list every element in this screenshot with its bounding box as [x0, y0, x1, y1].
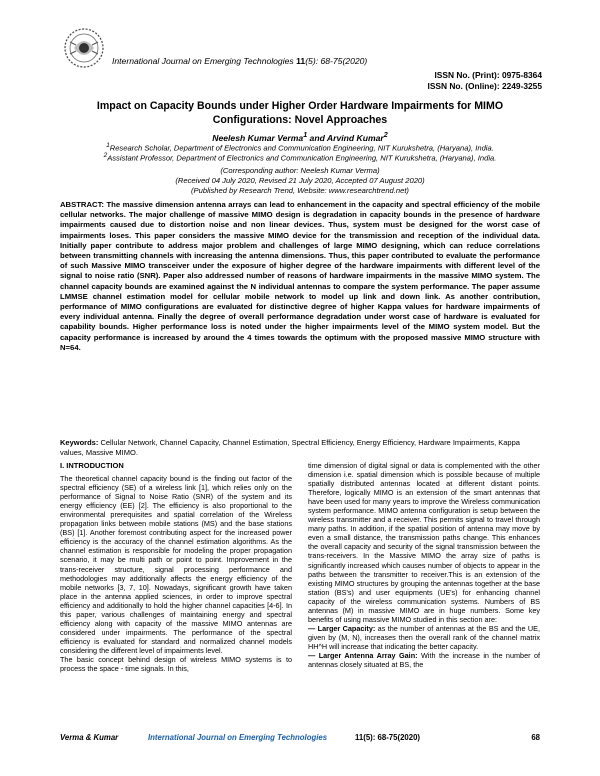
- affiliation-1-sup: 1: [106, 142, 110, 149]
- author-1: Neelesh Kumar Verma: [212, 132, 304, 143]
- journal-citation: [112, 56, 367, 66]
- published-by: (Published by Research Trend, Website: www.researchtrend.net): [191, 186, 409, 195]
- right-column: [308, 461, 540, 669]
- bullet-1-label: — Larger Capacity:: [308, 623, 376, 633]
- journal-pages: (5): 68-75(2020): [305, 56, 368, 66]
- paper-title: [60, 100, 540, 127]
- footer-volume: 11(5): 68-75(2020): [355, 733, 421, 742]
- affiliation-2-text: Assistant Professor, Department of Electronics and Communication Engineering, NIT Kurukshetra, (Haryana), India.: [107, 153, 497, 163]
- journal-issue: 11: [296, 56, 306, 66]
- left-column: [60, 461, 292, 673]
- abstract-label: ABSTRACT:: [60, 200, 104, 209]
- abstract: [60, 200, 540, 353]
- intro-paragraph-1: The theoretical channel capacity bound is the finding out factor of the spectral efficiency (SE) of a wireless link [1], which relies only on the performance of Signal to Noise Ratio (SNR) of the system and its energy efficiency (EE) [2]. The efficiency is also proportional to the environmental prerequisites and spatial correlation of the Wireless propagation links between mobile stations (MS) and the base stations (BS) [1]. Another foremost contributing aspect for the increased power efficiency is the accuracy of the channel estimation algorithms. As the channel estimation is responsible for modeling the proper propagation scenario, it may be multi path or point to point. Improvement in the trans-receiver structure, signal processing performance and methodologies may additionally affects the energy efficiency of the mobile networks [3, 7, 10]. Nowadays, significant growth have taken place in the antenna applied sciences, in order to improve spectral efficiency and additionally to hold the higher channel capacities [4-6]. In this paper, various challenges of maintaining energy and spectral efficiency along with capacity of the massive MIMO antennas are considered under impairments. The performance of the spectral efficiency is evaluated for standard and normalized channel models considering the different level of impairments level.: [60, 474, 292, 655]
- author-and: and: [307, 132, 327, 143]
- page-number: 68: [531, 733, 540, 742]
- intro-paragraph-3: time dimension of digital signal or data is complemented with the other dimension i.e. spatial dimension which is possible because of multiple spatially distributed antennas located at different distant points. Therefore, logically MIMO is an extension of the smart antennas that have been used for many years to improve the Wireless communication system performance. MIMO antenna configuration is setup between the wireless transmitter and a receiver. This permits signal to travel through many paths. In addition, if the spatial position of antenna may move by even a small distance, the transmission paths change. This enhances the overall capacity and security of the signal transmission between the trans-receivers. In the Massive MIMO the array size of paths is significantly increased which causes number of objects to appear in the paths between the transmitter to receiver.This is an extension of the existing MIMO structures by grouping the antennas together at the base station (BS's) and user equipments (UE's) for enhancing channel capacity of the wireless communication systems. Numbers of BS antennas (M) in massive MIMO are in huge numbers. Some key benefits of using massive MIMO studied in this section are:: [308, 461, 540, 624]
- title-line-1: Impact on Capacity Bounds under Higher Order Hardware Impairments for MIMO: [96, 100, 504, 112]
- bullet-array-gain: [308, 651, 540, 669]
- affiliation-2-sup: 2: [103, 152, 108, 159]
- keywords-text: Cellular Network, Channel Capacity, Channel Estimation, Spectral Efficiency, Energy Efficiency, Hardware Impairments, Kappa values, Massive MIMO.: [60, 438, 520, 457]
- abstract-text: The massive dimension antenna arrays can lead to enhancement in the capacity and spectral efficiency of the mobile cellular networks. The major challenge of massive MIMO design is degradation in capacity bounds in the presence of hardware impairments caused due to distortion noise and non linear devices. Thus, system must be designed for the worst case of impairments loses. This paper considers the massive MIMO device for the transmission and reception of the individual data. Initially paper contribute to address major problem and challenges of large MIMO designing, which can reduce correlations between transmitting channels with increasing the antenna dimensions. Thus, this paper contributed to evaluate the performance of such Massive MIMO transceiver under the exposure of higher degree of the hardware impairments with different level of the signal to noise ratio (SNR). Paper also addressed number of reasons of hardware impairments in the massive MIMO system. The channel capacity bounds are examined against the N individual antennas to compare the system performance. The paper assume LMMSE channel estimation model for cellular mobile network to model up link and down link. As another contribution, performance of MIMO configurations are evaluated for distinctive degree of higher Kappa values for hardware impairments of every individual antenna. Finally the degree of overall performance degradation under worst case of hardware is evaluated for capability bounds. Higher performance loss is noted under the higher impairments level of the MIMO system model. But the capacity performance is increased by around the 4 times towards the optimum with the proposed massive MIMO structure with N=64.: [60, 200, 541, 352]
- intro-paragraph-2: The basic concept behind design of wireless MIMO systems is to process the space - time signals. In this,: [60, 654, 292, 674]
- affiliation-2: [60, 152, 540, 163]
- bullet-1-text: as the number of antennas at the BS and the UE, given by (M, N), increases then the overall rank of the channel matrix HH^H will increase that indicating the better capacity.: [308, 623, 540, 651]
- received-dates: (Received 04 July 2020, Revised 21 July 2020, Accepted 07 August 2020): [175, 176, 425, 185]
- author-2: Arvind Kumar: [326, 132, 384, 143]
- journal-logo-icon: [62, 26, 106, 70]
- bullet-larger-capacity: [308, 624, 540, 651]
- bullet-2-label: — Larger Antenna Array Gain:: [308, 650, 418, 660]
- corresponding-author: (Corresponding author: Neelesh Kumar Verma): [220, 166, 380, 175]
- section-heading-introduction: I. INTRODUCTION: [60, 461, 124, 470]
- footer-authors: Verma & Kumar: [60, 733, 119, 742]
- affiliation-1-text: Research Scholar, Department of Electronics and Communication Engineering, NIT Kurukshetra, (Haryana), India.: [109, 143, 494, 153]
- keywords-label: Keywords:: [60, 438, 99, 447]
- journal-header: [62, 26, 542, 91]
- affiliation-1: [60, 142, 540, 153]
- title-line-2: Configurations: Novel Approaches: [212, 113, 388, 126]
- issn-block: [428, 70, 543, 92]
- issn-print: ISSN No. (Print): 0975-8364: [434, 70, 542, 80]
- keywords: [60, 438, 540, 458]
- bullet-2-text: With the increase in the number of antennas closely situated at BS, the: [308, 650, 541, 670]
- author-1-sup: 1: [303, 131, 308, 139]
- journal-name: International Journal on Emerging Technologies: [112, 56, 294, 66]
- footer-journal: International Journal on Emerging Technologies: [148, 733, 328, 742]
- issn-online: ISSN No. (Online): 2249-3255: [427, 81, 542, 91]
- publication-info: [60, 166, 540, 196]
- page-footer: [60, 733, 540, 745]
- author-2-sup: 2: [383, 131, 388, 139]
